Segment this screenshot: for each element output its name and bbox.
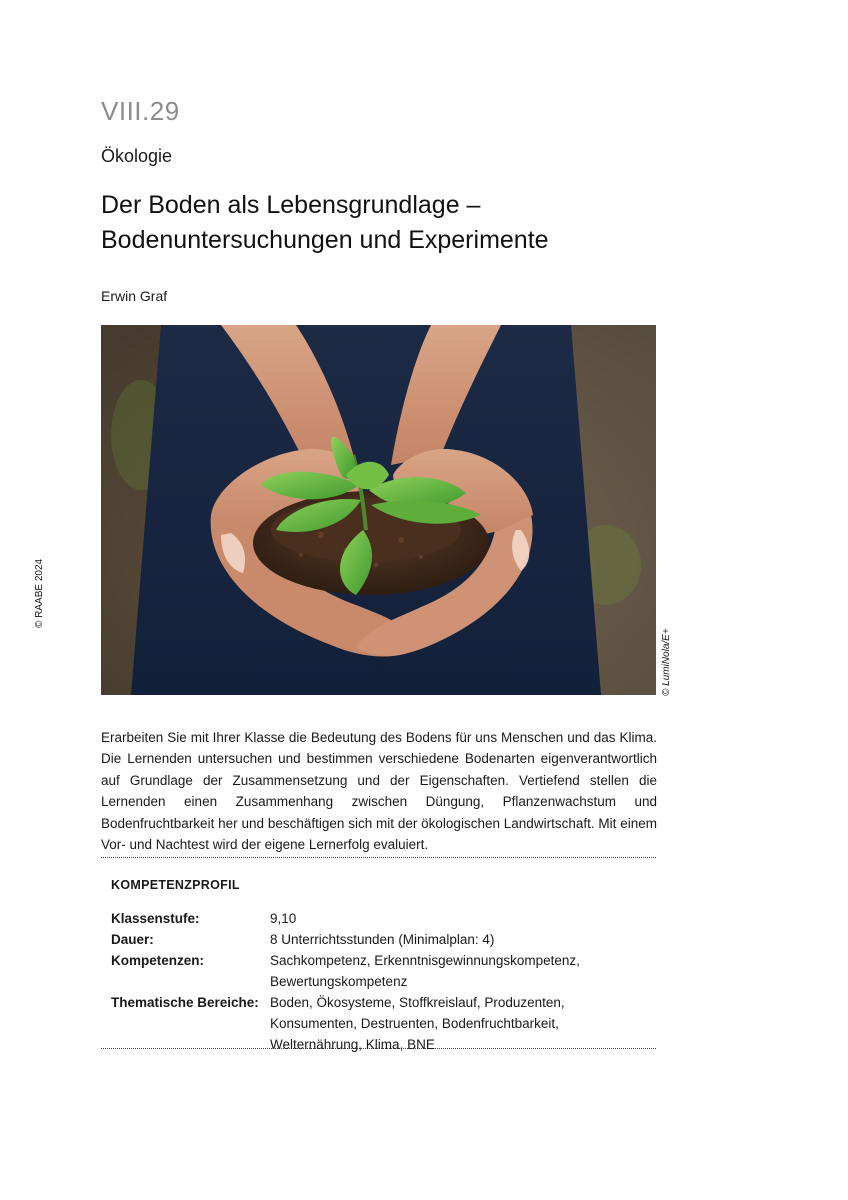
profile-label: Klassenstufe: (111, 911, 200, 926)
profile-row-competences (111, 950, 651, 992)
profile-row-topics (111, 992, 651, 1055)
side-copyright: © RAABE 2024 (34, 558, 45, 628)
chapter-number: VIII.29 (101, 96, 180, 126)
profile-value: Sachkompetenz, Erkenntnisgewinnungskompetenz, Bewertungskompetenz (270, 953, 580, 989)
profile-value: Boden, Ökosysteme, Stoffkreislauf, Produzenten, Konsumenten, Destruenten, Bodenfruchtbarkeit, Welternährung, Klima, BNE (270, 995, 565, 1052)
intro-paragraph: Erarbeiten Sie mit Ihrer Klasse die Bedeutung des Bodens für uns Menschen und das Klima. Die Lernenden untersuchen und bestimmen verschiedene Bodenarten eigenverantwortlich auf Grundlage der Zusammensetzung und der Eigenschaften. Vertiefend stellen die Lernenden einen Zusammenhang zwischen Düngung, Pflanzenwachstum und Bodenfruchtbarkeit her und beschäftigen sich mit der ökologischen Landwirtschaft. Mit einem Vor- und Nachtest wird der eigene Lernerfolg evaluiert. (101, 730, 657, 853)
profile-value: 8 Unterrichtsstunden (Minimalplan: 4) (270, 932, 495, 947)
profile-label: Kompetenzen: (111, 953, 205, 968)
hero-photo (101, 325, 656, 695)
competence-profile-box (101, 857, 656, 1052)
page-title (101, 188, 701, 258)
profile-row-duration (111, 929, 651, 950)
profile-row-grade (111, 908, 651, 929)
profile-label: Dauer: (111, 932, 154, 947)
seedling-in-hands-illustration (101, 325, 656, 695)
title-line-2: Bodenuntersuchungen und Experimente (101, 226, 549, 254)
profile-heading: KOMPETENZPROFIL (111, 878, 240, 892)
photo-credit: © LumiNola/E+ (661, 628, 672, 696)
profile-label: Thematische Bereiche: (111, 995, 259, 1010)
subject-label: Ökologie (101, 146, 173, 166)
profile-table (111, 908, 651, 1055)
title-line-1: Der Boden als Lebensgrundlage – (101, 191, 481, 219)
profile-value: 9,10 (270, 911, 297, 926)
author-name: Erwin Graf (101, 288, 168, 304)
